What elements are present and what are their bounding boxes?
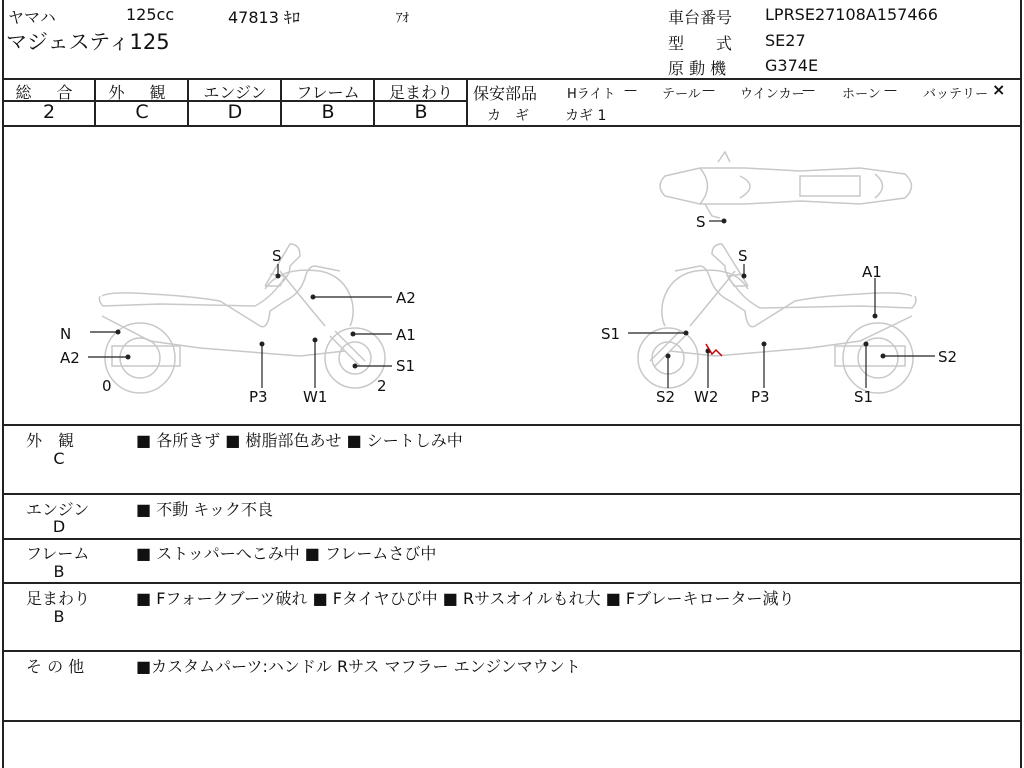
vin-value: LPRSE27108A157466: [765, 5, 938, 24]
remarks-top: [2, 424, 1022, 426]
remark-category-frame: フレーム: [26, 544, 90, 563]
vin-label: 車台番号: [668, 8, 733, 27]
maker-name: ヤマハ: [8, 8, 56, 27]
left-label-a2-top: A2: [396, 289, 416, 307]
remark-grade-suspension: B: [53, 607, 65, 626]
grade-value-overall: 2: [42, 101, 56, 123]
remark-grade-frame: B: [53, 562, 65, 581]
left-label-0: 0: [102, 377, 112, 395]
engine-value: G374E: [765, 56, 819, 75]
type-value: SE27: [765, 31, 806, 50]
grade-value-frame: B: [321, 101, 335, 123]
safety-item-tail: テール: [662, 87, 701, 102]
right-label-s: S: [738, 247, 748, 265]
grade-label-engine: エンジン: [203, 83, 267, 102]
grade-label-overall: 総 合: [15, 83, 83, 102]
right-label-w2: W2: [694, 388, 719, 406]
body-color: ｱｵ: [396, 11, 409, 26]
left-label-a2-bottom: A2: [60, 349, 80, 367]
safety-item-horn: ホーン: [842, 87, 881, 102]
safety-label: 保安部品: [473, 84, 538, 103]
engine-label: 原 動 機: [668, 59, 727, 78]
right-label-s1-bottom: S1: [854, 388, 874, 406]
right-label-a1: A1: [862, 263, 882, 281]
grade-value-suspension: B: [414, 101, 428, 123]
remark-text-other: ■カスタムパーツ:ハンドル Rサス マフラー エンジンマウント: [136, 657, 581, 676]
remark-grade-exterior: C: [53, 449, 65, 468]
grade-value-engine: D: [227, 101, 243, 123]
left-label-s: S: [272, 247, 282, 265]
grade-label-suspension: 足まわり: [388, 83, 453, 102]
left-label-w1: W1: [303, 388, 328, 406]
left-label-2: 2: [377, 377, 387, 395]
displacement: 125cc: [126, 5, 175, 24]
scooter-left-side-view: [99, 244, 385, 393]
safety-item-headlight: Hライト: [567, 87, 616, 102]
left-label-s1: S1: [396, 357, 416, 375]
remark-text-exterior: ■ 各所きず ■ 樹脂部色あせ ■ シートしみ中: [136, 431, 463, 450]
safety-mark-headlight: —: [624, 83, 637, 98]
right-label-s2-bottom: S2: [656, 388, 676, 406]
top-label-s: S: [696, 213, 706, 231]
remark-text-engine: ■ 不動 キック不良: [136, 500, 273, 519]
remark-category-other: そ の 他: [26, 657, 85, 676]
remarks-row-3-bottom: [2, 582, 1022, 584]
remark-grade-engine: D: [52, 517, 66, 536]
model-name: マジェスティ125: [6, 30, 170, 54]
mileage: 47813 ｷﾛ: [228, 8, 300, 27]
safety-item-battery: バッテリー: [923, 87, 989, 102]
remark-text-suspension: ■ Fフォークブーツ破れ ■ Fタイヤひび中 ■ Rサスオイルもれ大 ■ Fブレーキローター減り: [136, 589, 795, 608]
safety-item-winker: ウインカー: [740, 87, 805, 102]
scooter-top-view: [660, 152, 912, 218]
left-label-n: N: [60, 325, 72, 343]
safety-mark-tail: —: [702, 83, 715, 98]
remarks-row-5-bottom: [2, 720, 1022, 722]
grade-value-exterior: C: [135, 101, 149, 123]
remark-text-frame: ■ ストッパーへこみ中 ■ フレームさび中: [136, 544, 437, 563]
left-label-a1: A1: [396, 326, 416, 344]
safety-mark-battery: ×: [992, 80, 1006, 99]
safety-mark-winker: —: [802, 83, 815, 98]
right-label-s2-right: S2: [938, 348, 958, 366]
remark-category-engine: エンジン: [26, 500, 90, 519]
remarks-row-1-bottom: [2, 493, 1022, 495]
remarks-row-4-bottom: [2, 650, 1022, 652]
key-value: カギ 1: [565, 108, 607, 124]
key-label: カ ギ: [487, 108, 529, 124]
grade-label-frame: フレーム: [296, 83, 360, 102]
remarks-row-2-bottom: [2, 538, 1022, 540]
left-label-p3: P3: [249, 388, 268, 406]
type-label: 型 式: [668, 34, 733, 53]
remark-category-exterior: 外 観: [26, 431, 75, 450]
grade-label-exterior: 外 観: [108, 83, 176, 102]
damage-diagram: [0, 126, 1024, 424]
safety-mark-horn: —: [884, 83, 897, 98]
remark-category-suspension: 足まわり: [26, 589, 91, 608]
right-label-s1-left: S1: [601, 325, 621, 343]
right-label-p3: P3: [751, 388, 770, 406]
